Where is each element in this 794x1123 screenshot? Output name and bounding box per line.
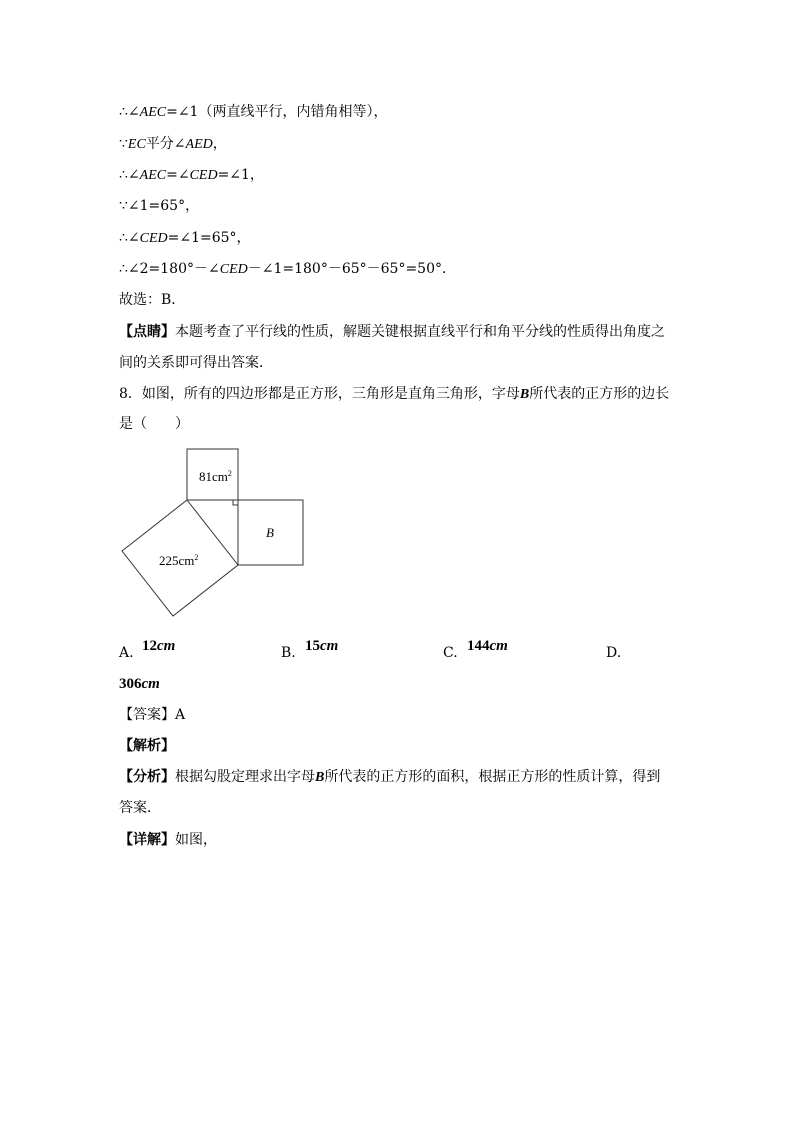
choice-line xyxy=(119,290,185,310)
text: CED xyxy=(189,168,218,183)
text: 所代表的正方形的边长 xyxy=(529,386,670,402)
solution-line-2 xyxy=(119,134,227,155)
option-a-value: 12cm xyxy=(142,638,176,654)
option-d-letter: D. xyxy=(606,645,622,661)
right-angle-marker xyxy=(233,500,238,505)
text: ∵ xyxy=(119,136,128,152)
analysis-tag: 【分析】 xyxy=(119,769,175,785)
text: 【解析】 xyxy=(119,738,175,754)
analysis-line-2 xyxy=(119,798,161,818)
solution-line-5 xyxy=(119,228,251,249)
left-square xyxy=(122,500,238,616)
text: －∠1=180°－65°－65°=50°． xyxy=(247,261,456,277)
detail-tag: 【详解】 xyxy=(119,832,175,848)
option-b-value: 15cm xyxy=(305,638,339,654)
comment-line-2 xyxy=(119,353,273,373)
analysis-head xyxy=(119,736,175,756)
text: =∠1=65°， xyxy=(167,230,251,246)
option-c-value: 144cm xyxy=(467,638,508,654)
text: =∠1， xyxy=(217,167,264,183)
text: 如图， xyxy=(175,832,217,848)
text: B xyxy=(315,770,325,785)
text: B xyxy=(519,387,530,402)
option-b-letter: B. xyxy=(281,645,296,661)
text: 8．如图，所有的四边形都是正方形，三角形是直角三角形，字母 xyxy=(119,386,520,402)
top-square-label: $81cm^2$ xyxy=(199,469,232,484)
option-d-value: 306cm xyxy=(119,676,160,692)
top-square xyxy=(187,449,238,500)
text: CED xyxy=(139,231,168,246)
solution-line-6 xyxy=(119,259,456,280)
comment-tag: 【点睛】 xyxy=(119,324,175,340)
text: 本题考查了平行线的性质，解题关键根据直线平行和角平分线的性质得出角度之 xyxy=(175,324,665,340)
text: EC xyxy=(127,137,146,152)
text: CED xyxy=(219,262,248,277)
option-c-letter: C. xyxy=(443,645,458,661)
option-a-letter: A. xyxy=(119,645,134,661)
text: ∴∠ xyxy=(119,230,140,246)
text: ， xyxy=(212,136,227,152)
text: 故选：B． xyxy=(119,292,186,308)
left-square-label: $225cm^2$ xyxy=(159,553,199,568)
text: 根据勾股定理求出字母 xyxy=(175,769,315,785)
text: 是（ ） xyxy=(119,416,189,432)
text: ∴∠2=180°－∠ xyxy=(119,261,220,277)
right-square-label: B xyxy=(266,525,274,540)
text: 【答案】A xyxy=(119,707,186,723)
text: 间的关系即可得出答案． xyxy=(119,355,273,371)
right-square xyxy=(238,500,303,565)
solution-line-4 xyxy=(119,196,199,216)
analysis-line-1 xyxy=(119,767,660,788)
question-line-2 xyxy=(119,414,189,434)
detail-line xyxy=(119,830,217,850)
text: =∠ xyxy=(166,167,190,183)
text: ∴∠ xyxy=(119,167,140,183)
text: 所代表的正方形的面积，根据正方形的性质计算，得到 xyxy=(324,769,661,785)
question-line-1 xyxy=(119,384,669,405)
text: AEC xyxy=(139,168,167,183)
answer-line xyxy=(119,705,185,725)
comment-line-1 xyxy=(119,322,665,342)
text: ∴∠ xyxy=(119,104,140,120)
text: ∵∠1=65°， xyxy=(119,198,200,214)
text: 答案． xyxy=(119,800,161,816)
solution-line-3 xyxy=(119,165,264,186)
text: AEC xyxy=(139,105,167,120)
text: 平分∠ xyxy=(145,136,186,152)
text: AED xyxy=(185,137,213,152)
solution-line-1 xyxy=(119,102,387,123)
text: =∠1（两直线平行，内错角相等）， xyxy=(166,104,388,120)
